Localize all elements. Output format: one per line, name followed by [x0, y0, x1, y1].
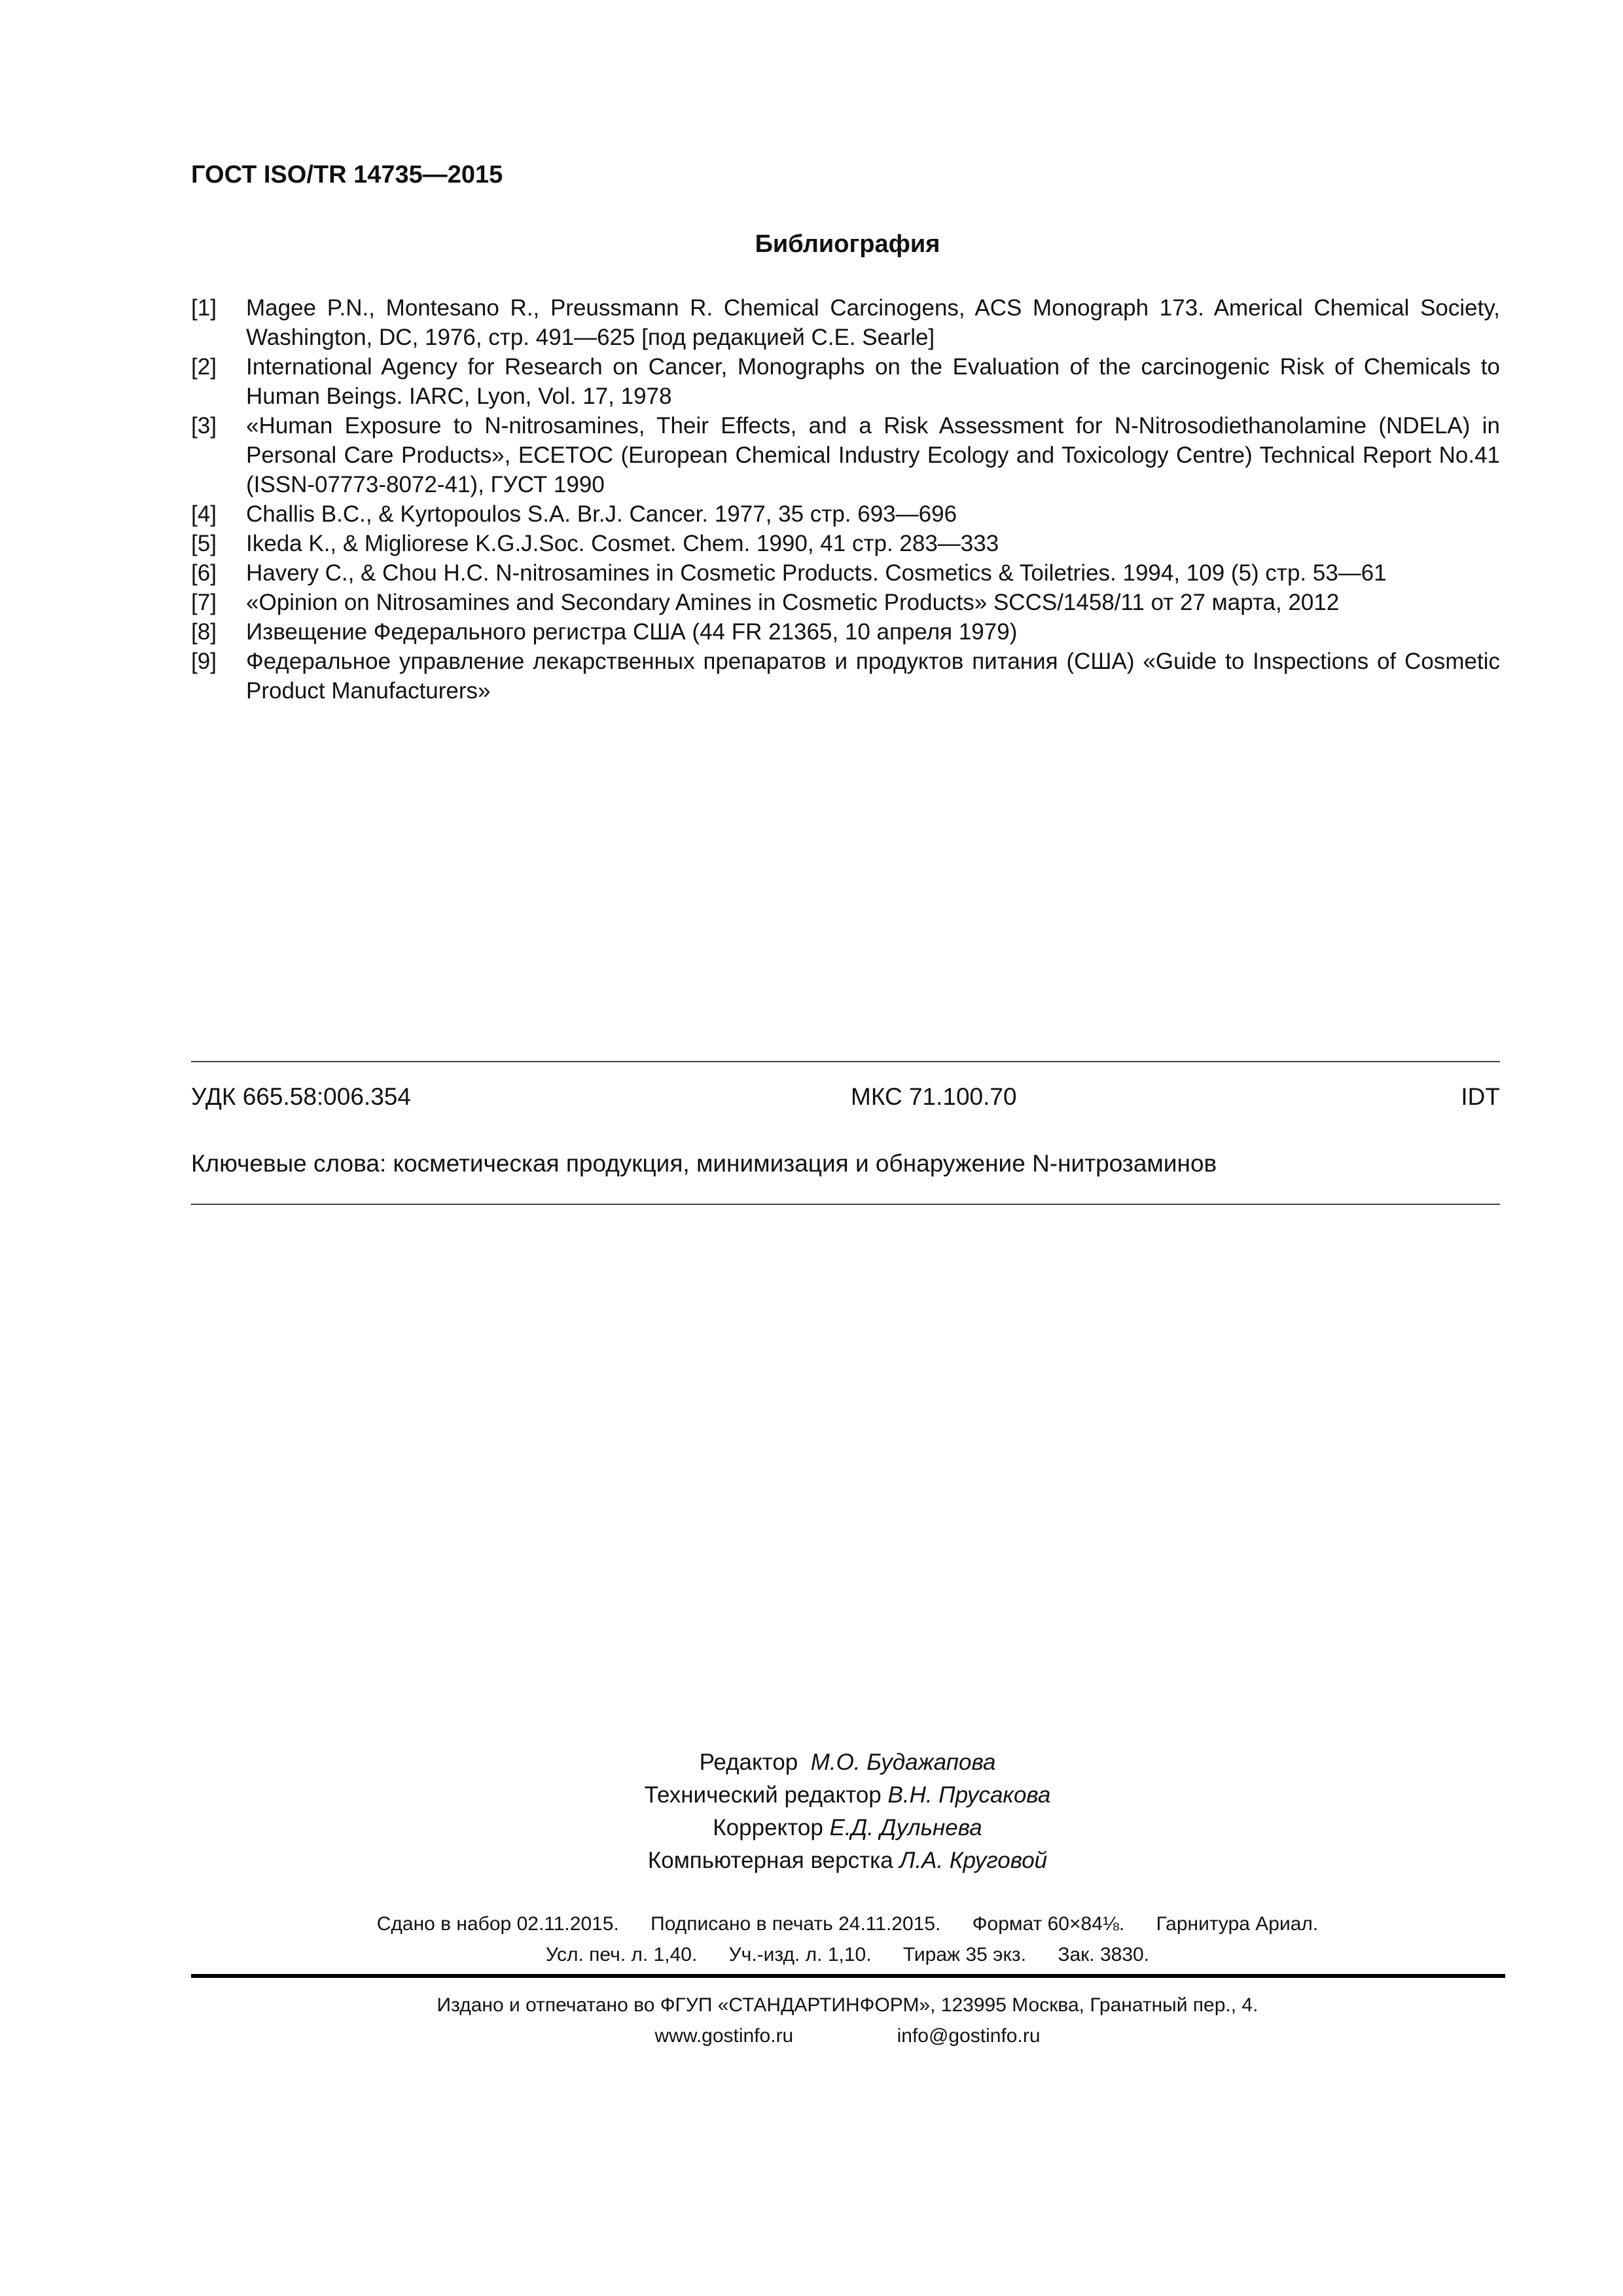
print-info-line — [0, 1939, 1623, 1970]
entry-number: [3] — [191, 413, 217, 439]
bibliography-entry — [191, 617, 1500, 647]
print-info — [0, 1909, 1623, 1970]
website-link[interactable]: www.gostinfo.ru — [654, 2025, 794, 2047]
bibliography-entry — [191, 529, 1500, 558]
submitted-date: Сдано в набор 02.11.2015. — [376, 1913, 619, 1935]
idt-label: IDT — [1461, 1083, 1500, 1110]
entry-text: Magee P.N., Montesano R., Preussmann R. Chemical Carcinogens, ACS Monograph 173. Americal Chemical Society, Washington, DC, 1976, стр. 491—625 [под редакцией C.E. Searle] — [246, 295, 1500, 350]
credit-line — [0, 1779, 1623, 1812]
credit-line — [0, 1812, 1623, 1844]
bibliography-entry — [191, 647, 1500, 706]
entry-number: [5] — [191, 531, 217, 556]
entry-text: International Agency for Research on Cancer, Monographs on the Evaluation of the carcinogenic Risk of Chemicals to Human Beings. IARC, Lyon, Vol. 17, 1978 — [246, 354, 1500, 409]
entry-text: «Opinion on Nitrosamines and Secondary Amines in Cosmetic Products» SCCS/1458/11 от 27 марта, 2012 — [246, 590, 1340, 615]
mks-code: МКС 71.100.70 — [851, 1083, 1017, 1110]
standard-code: ГОСТ ISO/TR 14735—2015 — [191, 161, 503, 188]
order-number: Зак. 3830. — [1058, 1944, 1150, 1965]
credit-role: Технический редактор — [644, 1782, 882, 1808]
bibliography-entry — [191, 558, 1500, 588]
credit-role: Корректор — [713, 1815, 823, 1840]
bibliography-entry — [191, 352, 1500, 411]
publishing-sheets: Уч.-изд. л. 1,10. — [728, 1944, 872, 1965]
credit-name: Е.Д. Дульнева — [829, 1815, 982, 1840]
udk-code: УДК 665.58:006.354 — [191, 1083, 411, 1110]
entry-number: [2] — [191, 354, 217, 380]
email-link[interactable]: info@gostinfo.ru — [897, 2025, 1041, 2047]
bibliography-list — [191, 293, 1500, 706]
bibliography-entry — [191, 293, 1500, 352]
credit-name: М.О. Будажапова — [810, 1749, 996, 1775]
classification-row — [191, 1083, 1500, 1116]
entry-number: [6] — [191, 560, 217, 586]
paper-format: Формат 60×84⅛. — [972, 1913, 1125, 1935]
signed-date: Подписано в печать 24.11.2015. — [651, 1913, 941, 1935]
circulation: Тираж 35 экз. — [902, 1944, 1027, 1965]
bibliography-entry — [191, 588, 1500, 617]
thick-divider — [191, 1974, 1505, 1978]
entry-text: Havery C., & Chou H.C. N-nitrosamines in Cosmetic Products. Cosmetics & Toiletries. 1994, 109 (5) стр. 53—61 — [246, 560, 1387, 586]
entry-text: Федеральное управление лекарственных препаратов и продуктов питания (США) «Guide to Inspections of Cosmetic Product Manufacturers» — [246, 649, 1500, 704]
printed-sheets: Усл. печ. л. 1,40. — [545, 1944, 698, 1965]
credit-role: Компьютерная верстка — [647, 1848, 893, 1873]
bibliography-entry — [191, 499, 1500, 529]
entry-number: [8] — [191, 619, 217, 645]
credit-name: Л.А. Круговой — [899, 1848, 1048, 1873]
divider-top — [191, 1061, 1500, 1062]
entry-text: Challis B.C., & Kyrtopoulos S.A. Br.J. Cancer. 1977, 35 стр. 693—696 — [246, 501, 957, 527]
entry-text: Ikeda K., & Migliorese K.G.J.Soc. Cosmet. Chem. 1990, 41 стр. 283—333 — [246, 531, 999, 556]
bibliography-title: Библиография — [755, 230, 940, 258]
keywords: Ключевые слова: косметическая продукция, минимизация и обнаружение N-нитрозаминов — [191, 1150, 1217, 1177]
credits-block — [0, 1746, 1623, 1877]
credit-line — [0, 1746, 1623, 1779]
divider-bottom — [191, 1204, 1500, 1205]
bibliography-entry — [191, 411, 1500, 499]
entry-number: [9] — [191, 649, 217, 674]
publisher-line: Издано и отпечатано во ФГУП «СТАНДАРТИНФОРМ», 123995 Москва, Гранатный пер., 4. — [437, 1994, 1258, 2016]
typeface: Гарнитура Ариал. — [1156, 1913, 1319, 1935]
publisher-contacts — [0, 2020, 1623, 2051]
credit-name: В.Н. Прусакова — [887, 1782, 1051, 1808]
credit-line — [0, 1844, 1623, 1877]
entry-text: Извещение Федерального регистра США (44 FR 21365, 10 апреля 1979) — [246, 619, 1018, 645]
publisher-block — [0, 1990, 1623, 2051]
entry-number: [4] — [191, 501, 217, 527]
print-info-line — [0, 1909, 1623, 1939]
entry-number: [1] — [191, 295, 217, 321]
credit-role: Редактор — [699, 1749, 798, 1775]
entry-text: «Human Exposure to N-nitrosamines, Their Effects, and a Risk Assessment for N-Nitrosodiethanolamine (NDELA) in Personal Care Products», ECETOC (European Chemical Industry Ecology and Toxicology Centre) Technical Report No.41 (ISSN-07773-8072-41), ГУСТ 1990 — [246, 413, 1500, 497]
entry-number: [7] — [191, 590, 217, 615]
